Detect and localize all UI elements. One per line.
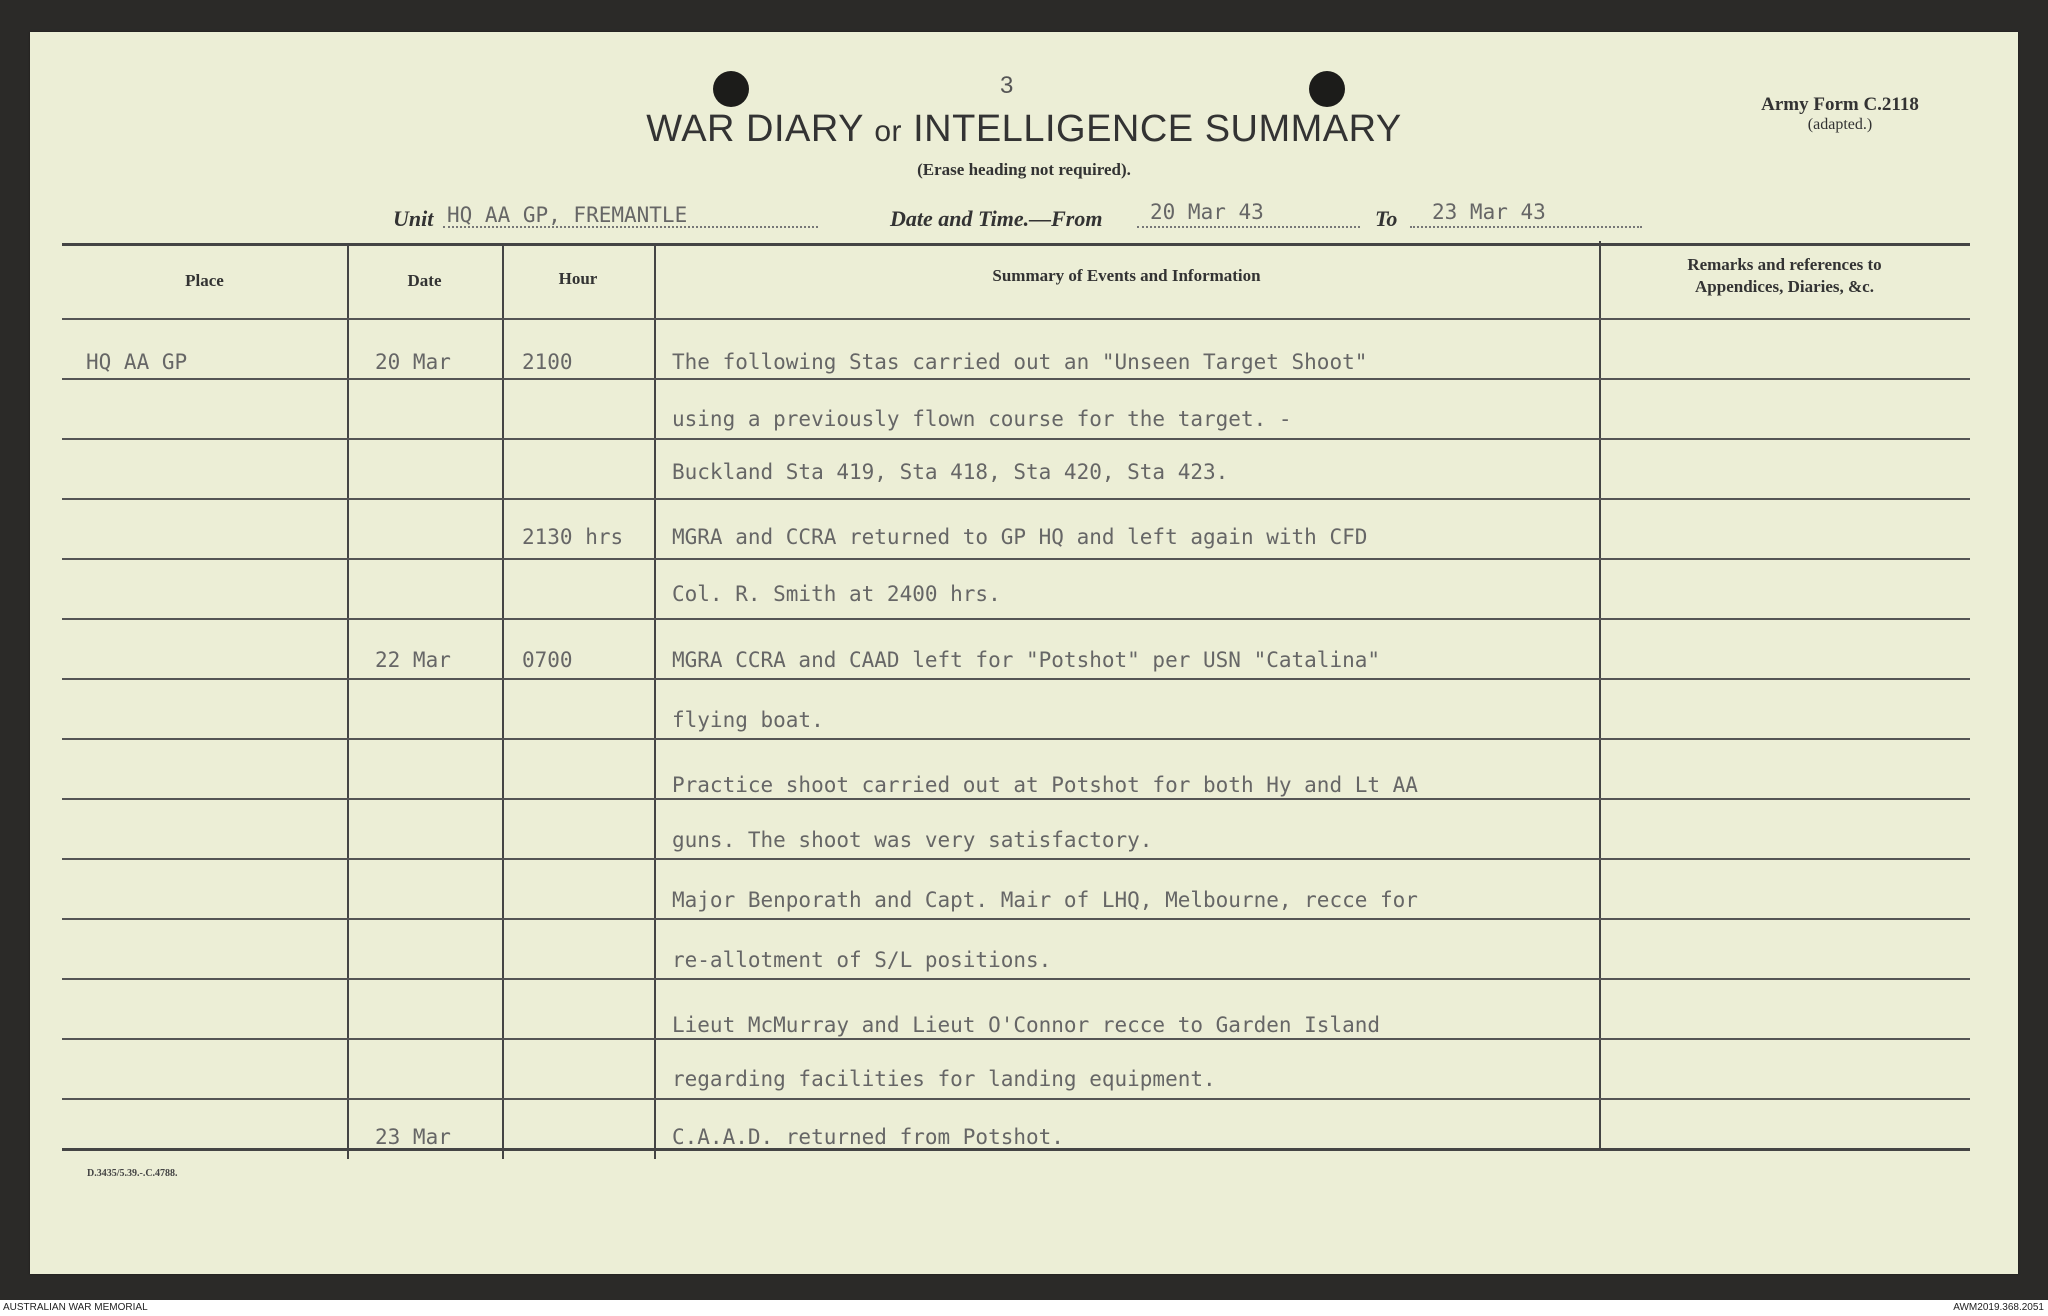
archive-footer — [0, 1300, 2048, 1316]
ruled-line — [62, 798, 1970, 800]
row-hour: 2100 — [522, 350, 573, 374]
form-number — [1720, 94, 1960, 134]
ruled-line — [62, 498, 1970, 500]
ruled-line — [62, 978, 1970, 980]
row-summary: Lieut McMurray and Lieut O'Connor recce to Garden Island — [672, 1013, 1381, 1037]
row-summary: re-allotment of S/L positions. — [672, 948, 1052, 972]
row-summary: regarding facilities for landing equipment. — [672, 1067, 1216, 1091]
ruled-line — [62, 858, 1970, 860]
archive-name: AUSTRALIAN WAR MEMORIAL — [3, 1302, 148, 1313]
row-hour: 0700 — [522, 648, 573, 672]
row-summary: MGRA and CCRA returned to GP HQ and left again with CFD — [672, 525, 1368, 549]
row-summary: guns. The shoot was very satisfactory. — [672, 828, 1153, 852]
column-divider-place-date — [347, 245, 349, 1159]
form-name: Army Form C.2118 — [1761, 94, 1919, 115]
row-summary: The following Stas carried out an "Unseen Target Shoot" — [672, 350, 1368, 374]
row-summary: flying boat. — [672, 708, 824, 732]
date-label: Date and Time.—From — [890, 206, 1103, 231]
title-intelligence-summary: INTELLIGENCE SUMMARY — [913, 108, 1402, 150]
row-date: 20 Mar — [375, 350, 451, 374]
row-date: 22 Mar — [375, 648, 451, 672]
header-row-divider — [62, 318, 1970, 320]
row-summary: using a previously flown course for the target. - — [672, 407, 1292, 431]
page-number: 3 — [1000, 72, 1014, 99]
ruled-line — [62, 378, 1970, 380]
ruled-line — [62, 678, 1970, 680]
column-divider-date-hour — [502, 245, 504, 1159]
column-header-remarks — [1599, 254, 1970, 298]
unit-label: Unit — [393, 206, 434, 231]
date-to-value: 23 Mar 43 — [1432, 200, 1546, 224]
to-label: To — [1375, 206, 1398, 231]
subtitle: (Erase heading not required). — [917, 160, 1131, 179]
ruled-line — [62, 438, 1970, 440]
punch-hole-left — [713, 71, 749, 107]
column-header-date: Date — [407, 271, 442, 290]
archive-reference: AWM2019.368.2051 — [1953, 1302, 2044, 1313]
ruled-line — [62, 618, 1970, 620]
remarks-header-line2: Appendices, Diaries, &c. — [1695, 277, 1874, 296]
ruled-line — [62, 1038, 1970, 1040]
row-summary: Buckland Sta 419, Sta 418, Sta 420, Sta 423. — [672, 460, 1229, 484]
column-header-hour: Hour — [558, 269, 598, 288]
row-summary: MGRA CCRA and CAAD left for "Potshot" per USN "Catalina" — [672, 648, 1381, 672]
row-date: 23 Mar — [375, 1125, 451, 1149]
date-from-value: 20 Mar 43 — [1150, 200, 1264, 224]
print-code: D.3435/5.39.-.C.4788. — [87, 1168, 178, 1179]
row-summary: Practice shoot carried out at Potshot for both Hy and Lt AA — [672, 773, 1418, 797]
row-summary: C.A.A.D. returned from Potshot. — [672, 1125, 1064, 1149]
ruled-line — [62, 918, 1970, 920]
unit-value: HQ AA GP, FREMANTLE — [447, 203, 688, 227]
column-header-summary: Summary of Events and Information — [992, 266, 1261, 285]
column-header-place: Place — [185, 271, 224, 290]
remarks-header-line1: Remarks and references to — [1687, 255, 1882, 274]
title-or: or — [874, 115, 903, 148]
row-hour: 2130 hrs — [522, 525, 624, 549]
row-summary: Major Benporath and Capt. Mair of LHQ, Melbourne, recce for — [672, 888, 1418, 912]
title-war-diary: WAR DIARY — [646, 108, 864, 150]
ruled-line — [62, 558, 1970, 560]
column-divider-hour-summary — [654, 245, 656, 1159]
ruled-line — [62, 738, 1970, 740]
row-place: HQ AA GP — [86, 350, 188, 374]
ruled-line — [62, 1098, 1970, 1100]
punch-hole-right — [1309, 71, 1345, 107]
form-note: (adapted.) — [1807, 116, 1873, 133]
row-summary: Col. R. Smith at 2400 hrs. — [672, 582, 1001, 606]
